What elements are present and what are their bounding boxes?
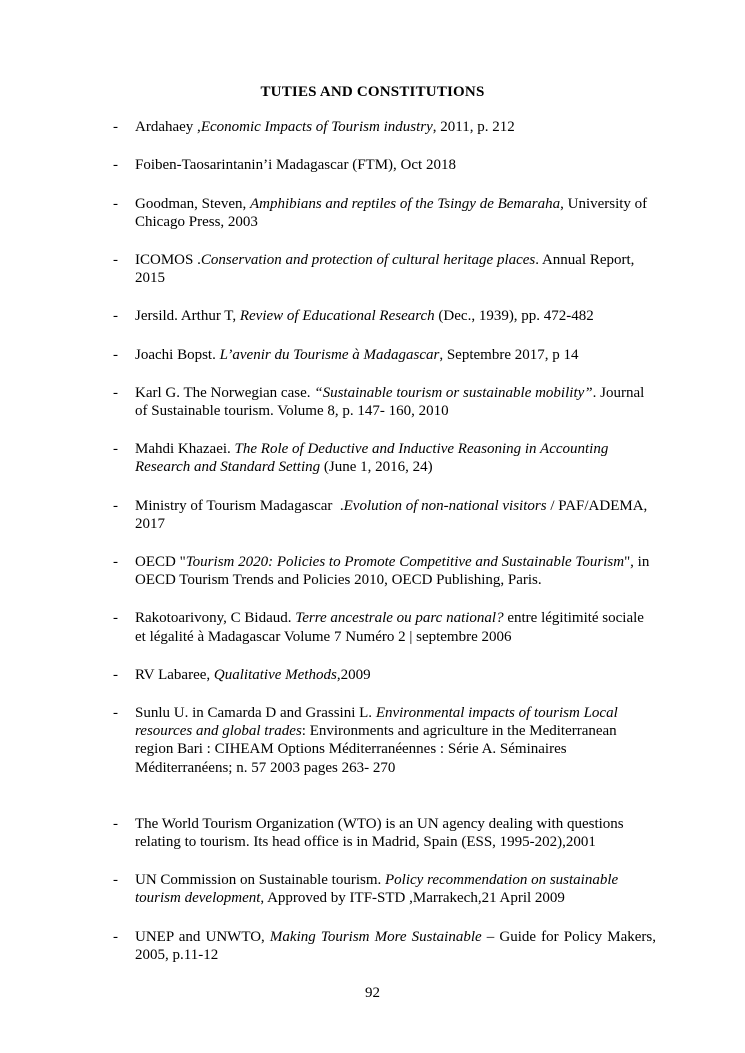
reference-text: Mahdi Khazaei. The Role of Deductive and Inductive Reasoning in Accounting Research and Standard Setting (June 1, 2016, 24): [135, 441, 609, 476]
bullet-dash: -: [113, 441, 118, 458]
reference-entry: [113, 195, 656, 231]
bullet-dash: -: [113, 308, 118, 325]
reference-text: Foiben-Taosarintanin’i Madagascar (FTM), Oct 2018: [135, 157, 456, 174]
bullet-dash: -: [113, 119, 118, 136]
reference-entry: [113, 553, 656, 589]
reference-entry: [113, 384, 656, 420]
reference-entry: [113, 704, 656, 777]
bullet-dash: -: [113, 195, 118, 212]
reference-text: Sunlu U. in Camarda D and Grassini L. Environmental impacts of tourism Local resources and global trades: Environments and agriculture in the Mediterranean region Bari : CIHEAM Options Méditerranéennes : Série A. Séminaires Méditerranéens; n. 57 2003 pages 263- 270: [135, 705, 618, 776]
reference-text: UNEP and UNWTO, Making Tourism More Sustainable – Guide for Policy Makers, 2005, p.11-12: [135, 928, 656, 963]
page-number: 92: [365, 985, 380, 1002]
bullet-dash: -: [113, 252, 118, 269]
reference-entry: [113, 815, 656, 851]
reference-text: ICOMOS .Conservation and protection of cultural heritage places. Annual Report, 2015: [135, 252, 635, 287]
reference-text: OECD "Tourism 2020: Policies to Promote Competitive and Sustainable Tourism", in OECD Tourism Trends and Policies 2010, OECD Publishing, Paris.: [135, 554, 650, 589]
bullet-dash: -: [113, 157, 118, 174]
bullet-dash: -: [113, 554, 118, 571]
reference-text: Jersild. Arthur T, Review of Educational Research (Dec., 1939), pp. 472-482: [135, 308, 594, 325]
bullet-dash: -: [113, 872, 118, 889]
reference-entry: [113, 497, 656, 533]
reference-text: Ministry of Tourism Madagascar .Evolution of non-national visitors / PAF/ADEMA, 2017: [135, 497, 648, 532]
reference-text: RV Labaree, Qualitative Methods,2009: [135, 666, 371, 683]
bullet-dash: -: [113, 384, 118, 401]
reference-entry: [113, 156, 656, 174]
reference-text: Ardahaey ,Economic Impacts of Tourism industry, 2011, p. 212: [135, 119, 515, 136]
reference-entry: [113, 871, 656, 907]
bullet-dash: -: [113, 610, 118, 627]
page-title: TUTIES AND CONSTITUTIONS: [260, 84, 485, 100]
reference-entry: [113, 928, 656, 964]
reference-entry: [113, 307, 656, 325]
reference-entry: [113, 666, 656, 684]
reference-text: UN Commission on Sustainable tourism. Policy recommendation on sustainable tourism development, Approved by ITF-STD ,Marrakech,21 April 2009: [135, 872, 619, 907]
reference-entry: [113, 251, 656, 287]
reference-entry: [113, 440, 656, 476]
reference-text: Rakotoarivony, C Bidaud. Terre ancestrale ou parc national? entre légitimité sociale et légalité à Madagascar Volume 7 Numéro 2 | septembre 2006: [135, 610, 644, 645]
reference-text: Goodman, Steven, Amphibians and reptiles of the Tsingy de Bemaraha, University of Chicago Press, 2003: [135, 195, 648, 230]
bullet-dash: -: [113, 497, 118, 514]
reference-list: [113, 118, 656, 964]
reference-entry: [113, 118, 656, 136]
bullet-dash: -: [113, 666, 118, 683]
reference-text: Karl G. The Norwegian case. “Sustainable tourism or sustainable mobility”. Journal of Sustainable tourism. Volume 8, p. 147- 160, 2010: [135, 384, 645, 420]
reference-entry: [113, 609, 656, 645]
reference-text: The World Tourism Organization (WTO) is an UN agency dealing with questions relating to tourism. Its head office is in Madrid, Spain (ESS, 1995-202),2001: [135, 815, 624, 851]
bullet-dash: -: [113, 815, 118, 832]
bullet-dash: -: [113, 346, 118, 363]
reference-text: Joachi Bopst. L’avenir du Tourisme à Madagascar, Septembre 2017, p 14: [135, 346, 579, 363]
bullet-dash: -: [113, 705, 118, 722]
bullet-dash: -: [113, 928, 118, 945]
reference-entry: [113, 346, 656, 364]
